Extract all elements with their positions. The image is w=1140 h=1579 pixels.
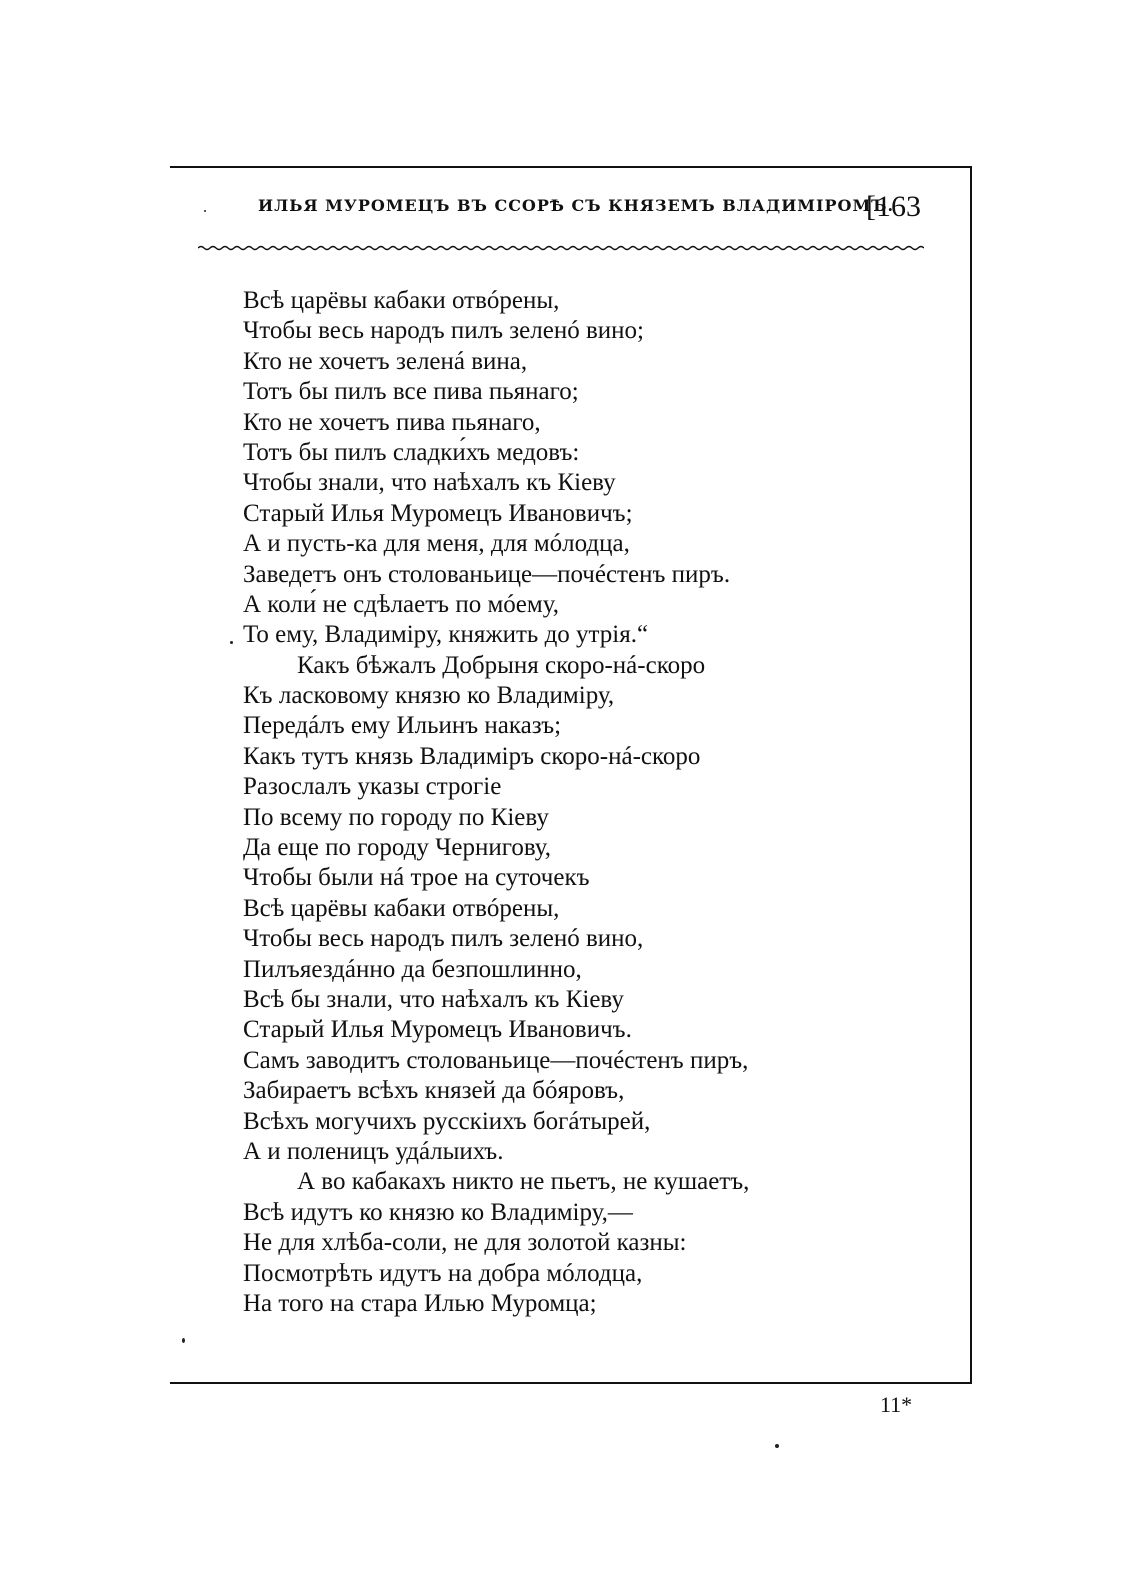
verse-line: Всѣ царёвы кабаки отвóрены, — [243, 894, 560, 922]
verse-line: Какъ бѣжалъ Добрыня скоро-нá-скоро — [297, 651, 706, 679]
verse-line: Посмотрѣть идутъ на добра мóлодца, — [243, 1259, 643, 1287]
verse-line: Самъ заводитъ столованьице—почéстенъ пиръ, — [243, 1046, 749, 1074]
speck — [775, 1444, 779, 1448]
verse-line: Тотъ бы пилъ все пива пьянаго; — [243, 378, 579, 406]
verse-line: Кто не хочетъ зеленá вина, — [243, 347, 528, 375]
verse-line: Кто не хочетъ пива пьянаго, — [243, 408, 541, 436]
verse-line: Чтобы весь народъ пилъ зеленó вино, — [243, 925, 644, 953]
verse-line: Чтобы весь народъ пилъ зеленó вино; — [243, 317, 644, 345]
verse-line: Всѣхъ могучихъ русскіихъ богáтырей, — [243, 1107, 651, 1135]
verse-line: Да еще по городу Чернигову, — [243, 834, 552, 862]
verse-line: Старый Илья Муромецъ Ивановичъ. — [243, 1016, 632, 1044]
verse-line: То ему, Владиміру, княжить до утрія.“ — [243, 621, 649, 649]
running-title: ИЛЬЯ МУРОМЕЦЪ ВЪ ССОРѢ СЪ КНЯЗЕМЪ ВЛАДИМІРОМЪ. — [258, 196, 895, 215]
poem-body — [243, 286, 923, 1319]
verse-line: Какъ тутъ князь Владиміръ скоро-нá-скоро — [243, 742, 701, 770]
verse-line: Чтобы были нá трое на суточекъ — [243, 864, 590, 892]
wavy-ornament-rule — [198, 241, 924, 255]
verse-line: А во кабакахъ никто не пьетъ, не кушаетъ, — [297, 1168, 750, 1196]
speck — [204, 210, 206, 212]
verse-line: Всѣ царёвы кабаки отвóрены, — [243, 287, 560, 314]
verse-line: Пилъяездáнно да безпошлинно, — [243, 955, 582, 983]
verse-line: А и поленицъ удáлыихъ. — [243, 1137, 504, 1165]
verse-line: А коли́ не сдѣлаетъ по мóему, — [243, 590, 559, 618]
top-rule — [170, 166, 972, 168]
right-rule — [970, 166, 972, 1384]
verse-line: Разослалъ указы строгіе — [243, 773, 502, 801]
verse-line: Забираетъ всѣхъ князей да бóяровъ, — [243, 1077, 625, 1105]
verse-line: Всѣ идутъ ко князю ко Владиміру,— — [243, 1198, 633, 1226]
verse-line: Старый Илья Муромецъ Ивановичъ; — [243, 499, 633, 527]
verse-line: По всему по городу по Кіеву — [243, 803, 549, 831]
verse-line: Заведетъ онъ столованьице—почéстенъ пиръ. — [243, 560, 731, 588]
verse-line: Чтобы знали, что наѣхалъ къ Кіеву — [243, 469, 616, 497]
signature-mark: 11* — [880, 1392, 913, 1417]
verse-line: Всѣ бы знали, что наѣхалъ къ Кіеву — [243, 985, 624, 1013]
verse-line: Тотъ бы пилъ сладки́хъ медовъ: — [243, 438, 580, 466]
page-number: [163 — [866, 190, 921, 223]
verse-line: На того на стара Илью Муромца; — [243, 1289, 597, 1317]
speck — [230, 641, 233, 644]
verse-line: Къ ласковому князю ко Владиміру, — [243, 682, 615, 710]
speck — [182, 1338, 185, 1343]
bottom-rule — [170, 1382, 972, 1384]
verse-line: Передáлъ ему Ильинъ наказъ; — [243, 712, 562, 740]
verse-line: Не для хлѣба-соли, не для золотой казны: — [243, 1229, 687, 1257]
verse-line: А и пусть-ка для меня, для мóлодца, — [243, 530, 630, 558]
